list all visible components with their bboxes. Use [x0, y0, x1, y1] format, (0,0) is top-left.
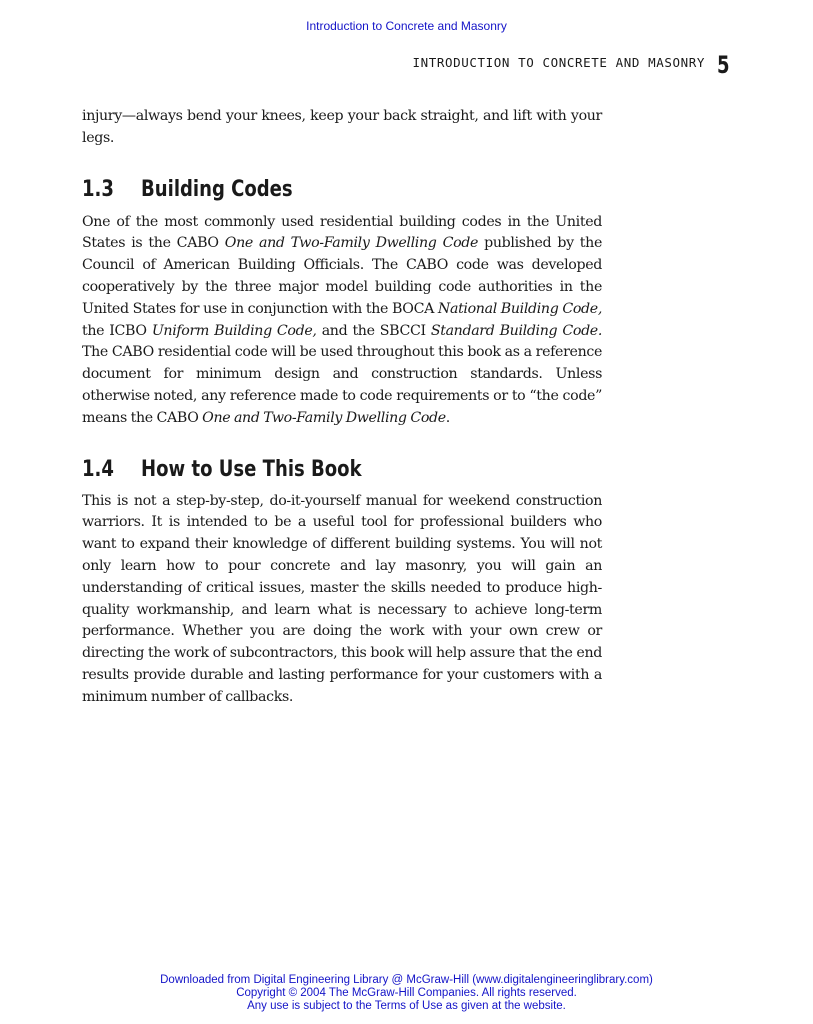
footer-terms-link[interactable]: Any use is subject to the Terms of Use as given at the website.: [247, 1000, 566, 1012]
building-codes-paragraph: [82, 212, 602, 430]
text-run: the ICBO: [82, 322, 152, 339]
italic-title-run: One and Two-Family Dwelling Code: [224, 235, 479, 252]
italic-title-run: One and Two-Family Dwelling Code: [202, 409, 446, 426]
italic-title-run: Uniform Building Code,: [151, 322, 317, 339]
page-body: [82, 106, 602, 709]
footer-download-link[interactable]: Downloaded from Digital Engineering Library @ McGraw-Hill (www.digitalengineeringlibrary.com): [160, 974, 653, 986]
text-run: and the SBCCI: [316, 322, 431, 339]
section-number: 1.4: [82, 456, 114, 482]
italic-title-run: National Building Code,: [437, 300, 602, 317]
how-to-use-paragraph: This is not a step-by-step, do-it-yourself manual for weekend construction warriors. It is intended to be a useful tool for professional builders who want to expand their knowledge of different building systems. You will not only learn how to pour concrete and lay masonry, you will gain an understanding of critical issues, master the skills needed to produce high-quality workmanship, and learn what is necessary to achieve long-term performance. Whether you are doing the work with your own crew or directing the work of subcontractors, this book will help assure that the end results provide durable and lasting performance for your customers with a minimum number of callbacks.: [82, 492, 602, 705]
page-number: 5: [717, 51, 730, 79]
section-number: 1.3: [82, 176, 114, 202]
text-run: published by the Council of American Building Officials. The CABO code was developed cooperatively by the three major model building code authorities in the United States for use in conjunction with the BOCA: [82, 235, 602, 317]
section-title: Building Codes: [141, 176, 293, 202]
text-run: .: [445, 409, 450, 426]
running-head-title: INTRODUCTION TO CONCRETE AND MASONRY: [412, 55, 705, 70]
copyright-footer: [0, 974, 813, 1013]
italic-title-run: Standard Building Code.: [430, 322, 603, 339]
section-title: How to Use This Book: [141, 456, 362, 482]
section-heading-building-codes: [82, 177, 508, 202]
footer-copyright: Copyright © 2004 The McGraw-Hill Companies. All rights reserved.: [236, 987, 577, 999]
text-run: One of the most commonly used residential building codes in the United States is the CABO: [82, 213, 602, 252]
section-heading-how-to-use: [82, 457, 508, 482]
text-run: The CABO residential code will be used throughout this book as a reference document for minimum design and construction standards. Unless otherwise noted, any reference made to code requirements or to “the code” means the CABO: [82, 344, 602, 426]
chapter-title-link[interactable]: Introduction to Concrete and Masonry: [306, 19, 507, 33]
running-header: [412, 53, 731, 77]
intro-paragraph: injury—always bend your knees, keep your back straight, and lift with your legs.: [82, 108, 602, 146]
